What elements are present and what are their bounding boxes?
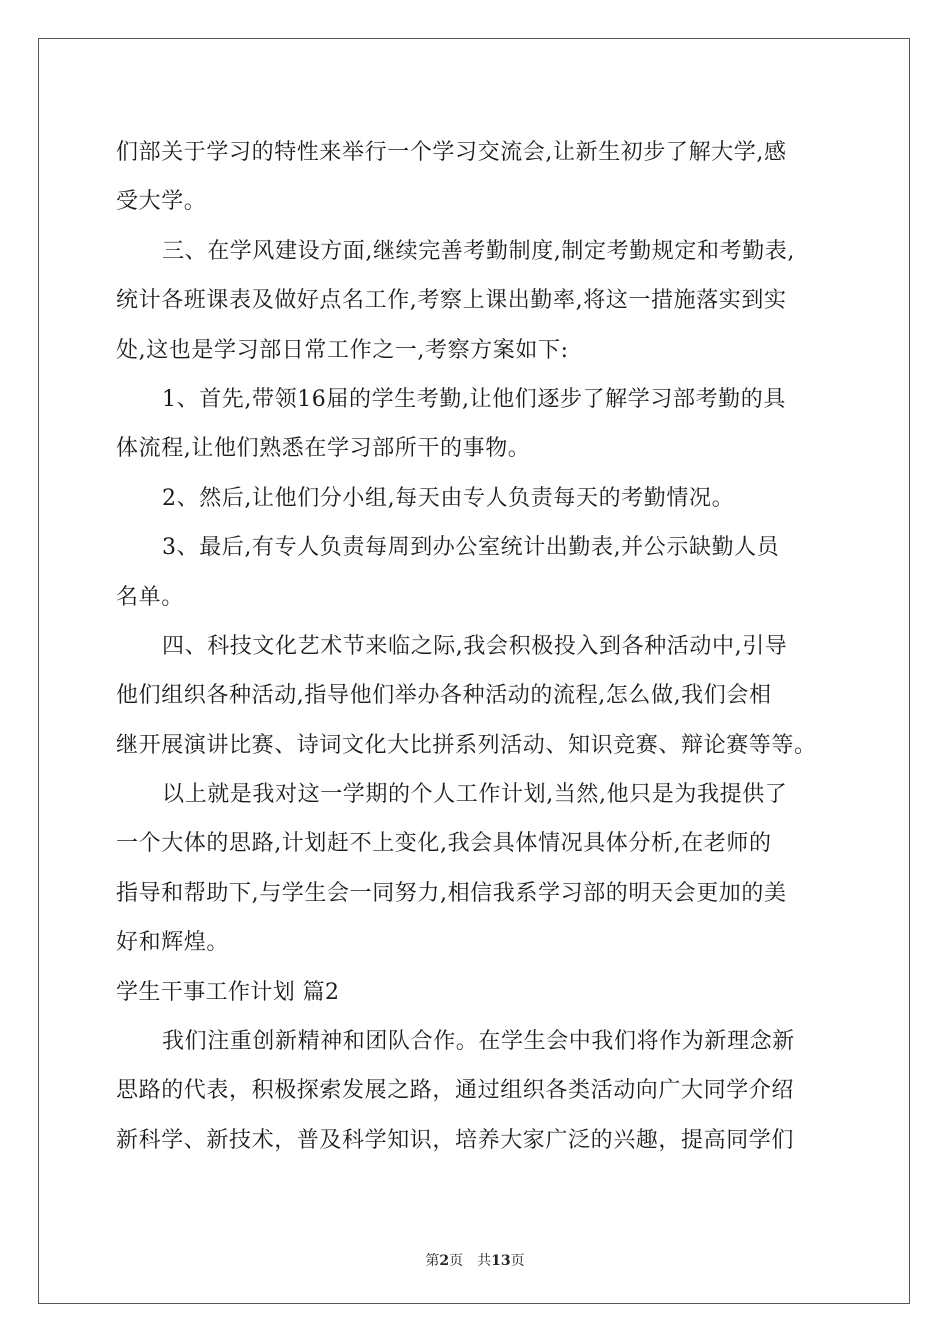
- text-line: 2、然后,让他们分小组,每天由专人负责每天的考勤情况。: [162, 485, 735, 511]
- text-line: 们部关于学习的特性来举行一个学习交流会,让新生初步了解大学,感: [116, 140, 787, 165]
- text-line: 以上就是我对这一学期的个人工作计划,当然,他只是为我提供了: [162, 782, 788, 808]
- text-line: 1、首先,带领16届的学生考勤,让他们逐步了解学习部考勤的具: [162, 386, 786, 412]
- text-line: 我们注重创新精神和团队合作。在学生会中我们将作为新理念新: [162, 1029, 795, 1055]
- page-suffix: 页: [449, 1253, 464, 1269]
- section-heading: 学生干事工作计划 篇2: [116, 979, 340, 1005]
- total-prefix: 共: [477, 1253, 492, 1269]
- total-pages: 13: [491, 1253, 511, 1269]
- text-line: 受大学。: [116, 189, 207, 215]
- text-line: 处,这也是学习部日常工作之一,考察方案如下:: [116, 337, 569, 363]
- page-number: 2: [439, 1253, 450, 1269]
- text-line: 一个大体的思路,计划赶不上变化,我会具体情况具体分析,在老师的: [116, 831, 772, 857]
- text-line: 新科学、新技术，普及科学知识，培养大家广泛的兴趣，提高同学们: [116, 1127, 795, 1153]
- text-line: 名单。: [116, 584, 184, 610]
- text-line: 好和辉煌。: [116, 930, 230, 956]
- text-line: 四、科技文化艺术节来临之际,我会积极投入到各种活动中,引导: [162, 633, 788, 659]
- page-prefix: 第: [425, 1253, 440, 1269]
- text-line: 思路的代表，积极探索发展之路，通过组织各类活动向广大同学介绍: [116, 1078, 795, 1104]
- page-footer: [0, 1250, 950, 1270]
- text-line: 继开展演讲比赛、诗词文化大比拼系列活动、知识竞赛、辩论赛等等。: [116, 732, 817, 758]
- document-body: [116, 128, 836, 1165]
- text-line: 体流程,让他们熟悉在学习部所干的事物。: [116, 436, 531, 462]
- text-line: 指导和帮助下,与学生会一同努力,相信我系学习部的明天会更加的美: [116, 880, 787, 906]
- text-line: 他们组织各种活动,指导他们举办各种活动的流程,怎么做,我们会相: [116, 683, 772, 709]
- text-line: 3、最后,有专人负责每周到办公室统计出勤表,并公示缺勤人员: [162, 535, 780, 561]
- total-suffix: 页: [510, 1253, 525, 1269]
- text-line: 三、在学风建设方面,继续完善考勤制度,制定考勤规定和考勤表,: [162, 238, 795, 264]
- text-line: 统计各班课表及做好点名工作,考察上课出勤率,将这一措施落实到实: [116, 288, 787, 314]
